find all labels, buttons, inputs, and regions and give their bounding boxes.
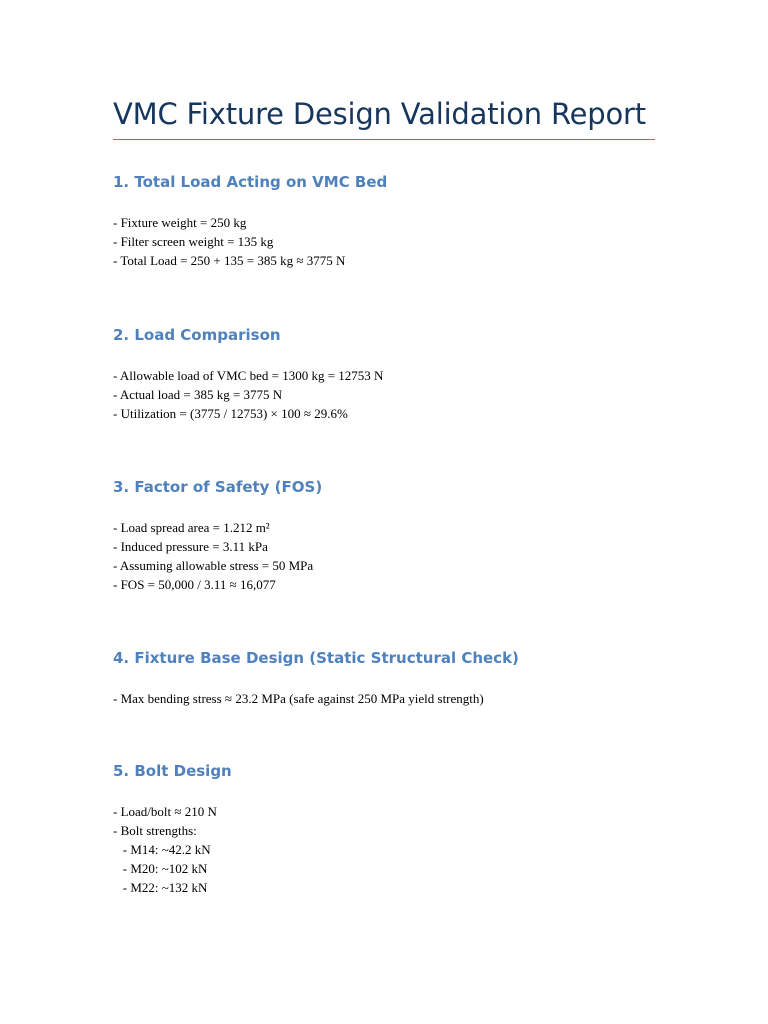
section-total-load — [113, 171, 655, 268]
line-item: - FOS = 50,000 / 3.11 ≈ 16,077 — [113, 577, 276, 592]
section-heading: 4. Fixture Base Design (Static Structural Check) — [113, 649, 519, 667]
section-heading: 3. Factor of Safety (FOS) — [113, 478, 323, 496]
section-lines — [113, 213, 345, 270]
line-item: - Filter screen weight = 135 kg — [113, 234, 274, 249]
line-item: - M22: ~132 kN — [113, 880, 208, 895]
title-underline — [113, 139, 655, 140]
line-item: - M20: ~102 kN — [113, 861, 208, 876]
section-heading: 2. Load Comparison — [113, 326, 281, 344]
section-lines — [113, 518, 313, 594]
document-title: VMC Fixture Design Validation Report — [113, 97, 646, 131]
line-item: - M14: ~42.2 kN — [113, 842, 211, 857]
section-lines — [113, 366, 383, 423]
section-load-comparison — [113, 324, 655, 421]
section-lines — [113, 802, 217, 897]
line-item: - Total Load = 250 + 135 = 385 kg ≈ 3775 N — [113, 253, 346, 268]
line-item: - Induced pressure = 3.11 kPa — [113, 539, 268, 554]
line-item: - Assuming allowable stress = 50 MPa — [113, 558, 314, 573]
section-heading: 1. Total Load Acting on VMC Bed — [113, 173, 388, 191]
line-item: - Fixture weight = 250 kg — [113, 215, 247, 230]
line-item: - Actual load = 385 kg = 3775 N — [113, 387, 283, 402]
line-item: - Utilization = (3775 / 12753) × 100 ≈ 29.6% — [113, 406, 348, 421]
section-lines — [113, 689, 484, 708]
line-item: - Allowable load of VMC bed = 1300 kg = 12753 N — [113, 368, 384, 383]
section-factor-of-safety — [113, 476, 655, 592]
section-bolt-design — [113, 760, 655, 895]
line-item: - Max bending stress ≈ 23.2 MPa (safe against 250 MPa yield strength) — [113, 691, 484, 706]
line-item: - Load/bolt ≈ 210 N — [113, 804, 217, 819]
section-fixture-base-design — [113, 647, 655, 706]
line-item: - Bolt strengths: — [113, 823, 197, 838]
section-heading: 5. Bolt Design — [113, 762, 232, 780]
line-item: - Load spread area = 1.212 m² — [113, 520, 270, 535]
